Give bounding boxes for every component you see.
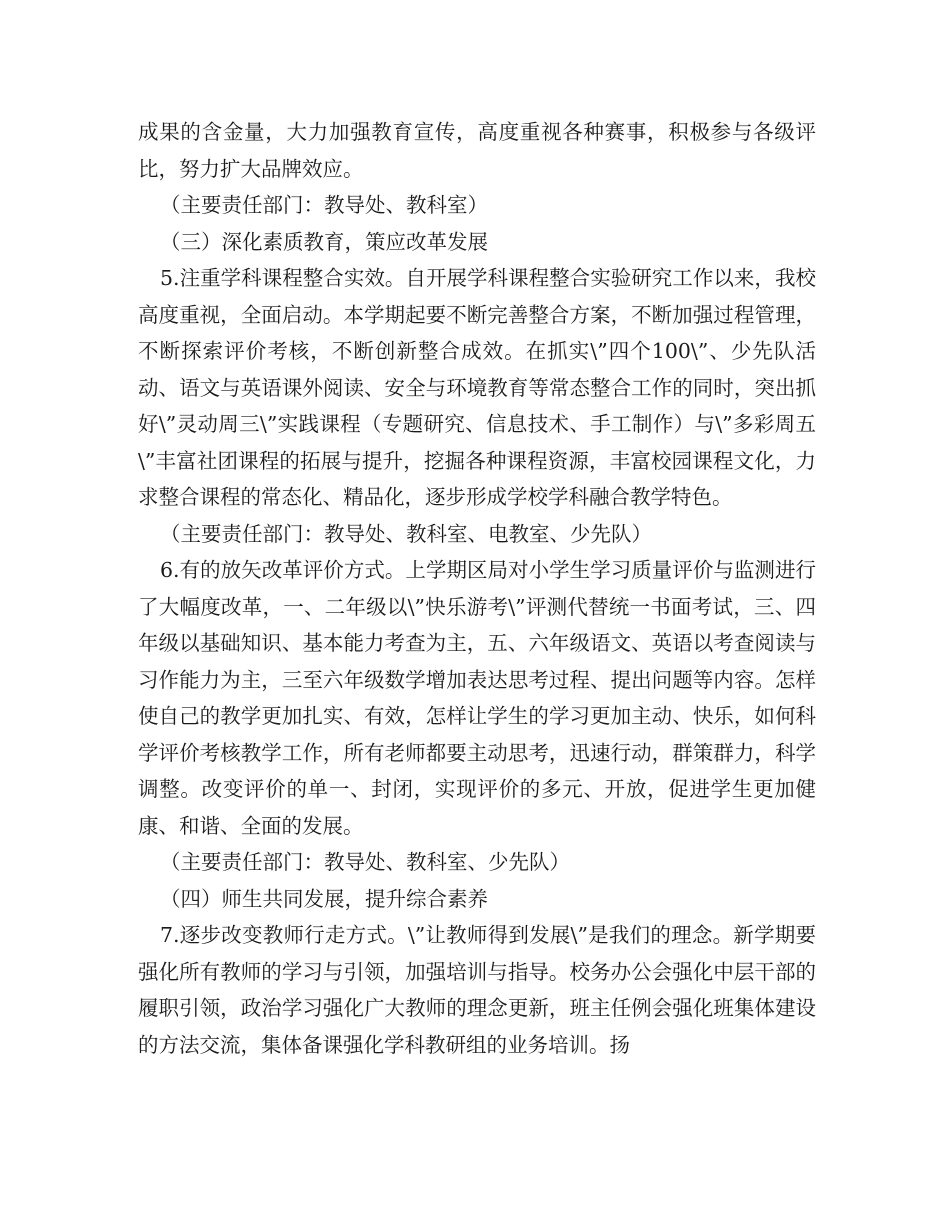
- paragraph-item-5: 5.注重学科课程整合实效。自开展学科课程整合实验研究工作以来，我校高度重视，全面启动。本学期起要不断完善整合方案，不断加强过程管理，不断探索评价考核，不断创新整合成效。在抓实\”四个100\”、少先队活动、语文与英语课外阅读、安全与环境教育等常态整合工作的同时，突出抓好\”灵动周三\”实践课程（专题研究、信息技术、手工制作）与\”多彩周五\”丰富社团课程的拓展与提升，挖掘各种课程资源，丰富校园课程文化，力求整合课程的常态化、精品化，逐步形成学校学科融合教学特色。: [138, 266, 816, 509]
- section-heading-4: （四）师生共同发展，提升综合素养: [160, 886, 488, 911]
- paragraph-item-6: 6.有的放矢改革评价方式。上学期区局对小学生学习质量评价与监测进行了大幅度改革，一、二年级以\”快乐游考\”评测代替统一书面考试，三、四年级以基础知识、基本能力考查为主，五、六年级语文、英语以考查阅读与习作能力为主，三至六年级数学增加表达思考过程、提出问题等内容。怎样使自己的教学更加扎实、有效，怎样让学生的学习更加主动、快乐，如何科学评价考核教学工作，所有老师都要主动思考，迅速行动，群策群力，科学调整。改变评价的单一、封闭，实现评价的多元、开放，促进学生更加健康、和谐、全面的发展。: [138, 558, 816, 838]
- paragraph-responsible-dept: （主要责任部门：教导处、教科室、电教室、少先队）: [160, 521, 652, 546]
- section-heading-3: （三）深化素质教育，策应改革发展: [160, 229, 488, 254]
- paragraph-continuation: 成果的含金量，大力加强教育宣传，高度重视各种赛事，积极参与各级评比，努力扩大品牌效应。: [138, 120, 816, 181]
- paragraph-responsible-dept: （主要责任部门：教导处、教科室）: [160, 193, 488, 217]
- paragraph-item-7: 7.逐步改变教师行走方式。\”让教师得到发展\”是我们的理念。新学期要强化所有教师的学习与引领，加强培训与指导。校务办公会强化中层干部的履职引领，政治学习强化广大教师的理念更新，班主任例会强化班集体建设的方法交流，集体备课强化学科教研组的业务培训。扬: [138, 923, 816, 1057]
- paragraph-responsible-dept: （主要责任部门：教导处、教科室、少先队）: [160, 850, 570, 874]
- document-body: [138, 114, 816, 1063]
